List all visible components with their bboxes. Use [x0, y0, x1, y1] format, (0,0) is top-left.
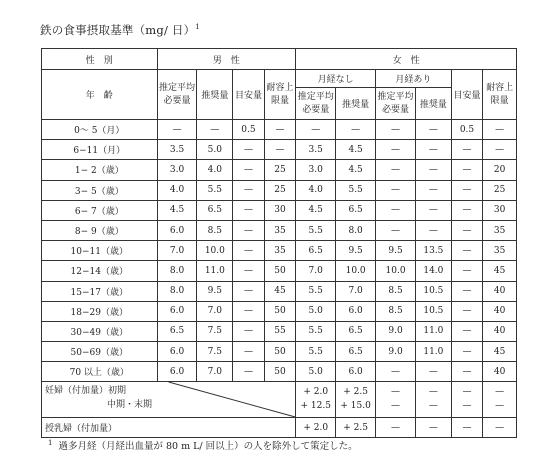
value-cell-m-ul: 50 — [264, 362, 296, 382]
header-female-m-rda: 推奨量 — [416, 88, 452, 120]
value-cell-fm-ear: 8.5 — [376, 301, 416, 321]
value-cell-f-ul: 40 — [483, 362, 517, 382]
value-cell-m-ear: 4.0 — [157, 180, 197, 200]
value-cell-fm-ear: 9.0 — [376, 342, 416, 362]
pregnant-label-cell — [42, 382, 296, 418]
value-cell-f-ear: 5.5 — [296, 342, 336, 362]
value-cell-f-ai: — — [451, 180, 483, 200]
value-cell-m-ul: 25 — [264, 160, 296, 180]
value-cell-m-rda: 7.5 — [197, 321, 233, 341]
table-row — [42, 160, 517, 180]
age-cell: 70 以上（歳） — [42, 362, 158, 382]
value-cell-fm-ear: — — [376, 180, 416, 200]
value-cell-f-ai: — — [451, 241, 483, 261]
value-cell-m-rda: 11.0 — [197, 261, 233, 281]
value-cell-m-ai: — — [233, 180, 265, 200]
table-title — [40, 22, 200, 38]
header-female-ear: 推定平均必要量 — [296, 88, 336, 120]
age-cell: 50−69（歳） — [42, 342, 158, 362]
value-cell-f-rda: 6.5 — [336, 200, 376, 220]
age-cell: 6− 7（歳） — [42, 200, 158, 220]
header-female-ai: 目安量 — [451, 70, 483, 120]
value-cell-f-ai: — — [451, 342, 483, 362]
value-cell-f-ear: 5.5 — [296, 220, 336, 240]
value-cell-f-ear: 5.0 — [296, 362, 336, 382]
value-cell-m-ear: 8.0 — [157, 261, 197, 281]
value-cell-f-ul: — — [483, 140, 517, 160]
value-cell-f-ear: 5.5 — [296, 281, 336, 301]
footnote — [48, 438, 358, 452]
pregnant-fm-rda: — — — [416, 382, 452, 418]
pregnant-label-line2: 中期・末期 — [107, 399, 153, 410]
lactating-label: 授乳婦（付加量） — [42, 418, 296, 438]
header-male-ul: 耐容上限量 — [264, 70, 296, 120]
value-cell-m-rda: 8.5 — [197, 220, 233, 240]
value-cell-fm-rda: 11.0 — [416, 321, 452, 341]
table-row — [42, 180, 517, 200]
table-row — [42, 321, 517, 341]
value-cell-f-ul: 35 — [483, 241, 517, 261]
value-cell-m-ai: — — [233, 241, 265, 261]
value-cell-f-ear: 4.0 — [296, 180, 336, 200]
value-cell-m-ul: — — [264, 120, 296, 140]
value-cell-fm-ear: — — [376, 160, 416, 180]
header-row-menstruation — [42, 70, 517, 88]
age-cell: 18−29（歳） — [42, 301, 158, 321]
value-cell-f-rda: 5.5 — [336, 180, 376, 200]
value-cell-fm-rda: 13.5 — [416, 241, 452, 261]
value-cell-m-rda: 5.5 — [197, 180, 233, 200]
value-cell-fm-ear: — — [376, 362, 416, 382]
value-cell-f-ul: 20 — [483, 160, 517, 180]
value-cell-f-ai: — — [451, 362, 483, 382]
iron-intake-table — [41, 48, 517, 438]
pregnant-f-ear: + 2.0 + 12.5 — [296, 382, 336, 418]
value-cell-f-rda: 6.0 — [336, 301, 376, 321]
header-male-ai: 目安量 — [233, 70, 265, 120]
value-cell-f-rda: 8.0 — [336, 220, 376, 240]
value-cell-fm-rda: 10.5 — [416, 301, 452, 321]
table-row — [42, 220, 517, 240]
value-cell-f-ear: 3.5 — [296, 140, 336, 160]
value-cell-m-rda: 10.0 — [197, 241, 233, 261]
value-cell-m-ear: 6.5 — [157, 321, 197, 341]
footnote-mark: 1 — [195, 23, 200, 32]
table-row-lactating — [42, 418, 517, 438]
value-cell-fm-ear: — — [376, 220, 416, 240]
value-cell-m-ul: 50 — [264, 261, 296, 281]
value-cell-m-ear: 6.0 — [157, 362, 197, 382]
value-cell-fm-ear: — — [376, 140, 416, 160]
value-cell-f-ul: 40 — [483, 321, 517, 341]
value-cell-f-ul: 25 — [483, 180, 517, 200]
value-cell-f-ai: — — [451, 281, 483, 301]
value-cell-m-ul: 25 — [264, 180, 296, 200]
value-cell-m-ai: — — [233, 362, 265, 382]
value-cell-m-rda: 7.5 — [197, 342, 233, 362]
value-cell-fm-ear: — — [376, 200, 416, 220]
value-cell-m-ear: 6.0 — [157, 301, 197, 321]
value-cell-f-ai: — — [451, 200, 483, 220]
value-cell-f-ul: 45 — [483, 261, 517, 281]
header-male-ear: 推定平均必要量 — [157, 70, 197, 120]
header-female-ul: 耐容上限量 — [483, 70, 517, 120]
value-cell-f-ear: 5.5 — [296, 321, 336, 341]
pregnant-label-line1: 妊婦（付加量）初期 — [45, 386, 127, 397]
pregnant-f-ai: — — — [451, 382, 483, 418]
value-cell-fm-ear: 9.0 — [376, 321, 416, 341]
value-cell-f-ear: 5.0 — [296, 301, 336, 321]
table-row-pregnant — [42, 382, 517, 418]
value-cell-m-rda: 6.5 — [197, 200, 233, 220]
value-cell-f-rda: — — [336, 120, 376, 140]
value-cell-fm-rda: — — [416, 160, 452, 180]
value-cell-m-ai: 0.5 — [233, 120, 265, 140]
table-row — [42, 200, 517, 220]
value-cell-fm-rda: — — [416, 362, 452, 382]
header-female-m-ear: 推定平均必要量 — [376, 88, 416, 120]
value-cell-fm-rda: — — [416, 200, 452, 220]
value-cell-fm-ear: — — [376, 120, 416, 140]
footnote-mark: 1 — [48, 438, 53, 447]
age-cell: 8− 9（歳） — [42, 220, 158, 240]
value-cell-f-rda: 6.5 — [336, 342, 376, 362]
header-sex: 性 別 — [42, 49, 158, 70]
value-cell-f-rda: 7.0 — [336, 281, 376, 301]
value-cell-f-ai: — — [451, 140, 483, 160]
value-cell-f-ul: 45 — [483, 342, 517, 362]
lactating-fm-ear: — — [376, 418, 416, 438]
value-cell-f-ai: — — [451, 220, 483, 240]
lactating-f-rda: + 2.5 — [336, 418, 376, 438]
pregnant-f-ul: — — — [483, 382, 517, 418]
value-cell-f-ear: 6.5 — [296, 241, 336, 261]
value-cell-f-rda: 4.5 — [336, 160, 376, 180]
value-cell-m-ul: 30 — [264, 200, 296, 220]
value-cell-f-ear: — — [296, 120, 336, 140]
table-title-text: 鉄の食事摂取基準（mg/ 日） — [40, 23, 196, 37]
value-cell-m-rda: 4.0 — [197, 160, 233, 180]
value-cell-m-rda: — — [197, 120, 233, 140]
value-cell-m-ear: 6.0 — [157, 342, 197, 362]
value-cell-m-ul: 35 — [264, 220, 296, 240]
header-no-menstruation: 月経なし — [296, 70, 376, 88]
value-cell-fm-rda: — — [416, 220, 452, 240]
value-cell-fm-ear: 9.5 — [376, 241, 416, 261]
value-cell-f-ul: 30 — [483, 200, 517, 220]
value-cell-m-ul: 55 — [264, 321, 296, 341]
age-cell: 6−11（月） — [42, 140, 158, 160]
value-cell-m-ai: — — [233, 281, 265, 301]
value-cell-m-ear: — — [157, 120, 197, 140]
header-with-menstruation: 月経あり — [376, 70, 452, 88]
table-row — [42, 261, 517, 281]
value-cell-f-ear: 7.0 — [296, 261, 336, 281]
value-cell-f-ai: — — [451, 261, 483, 281]
data-rows — [42, 120, 517, 382]
value-cell-fm-ear: 8.5 — [376, 281, 416, 301]
value-cell-m-ai: — — [233, 220, 265, 240]
value-cell-m-ul: 35 — [264, 241, 296, 261]
value-cell-m-rda: 7.0 — [197, 362, 233, 382]
value-cell-m-ear: 8.0 — [157, 281, 197, 301]
value-cell-f-ai: — — [451, 160, 483, 180]
age-cell: 0〜 5（月） — [42, 120, 158, 140]
header-row-sex — [42, 49, 517, 70]
value-cell-fm-rda: 14.0 — [416, 261, 452, 281]
value-cell-m-ai: — — [233, 160, 265, 180]
value-cell-f-ul: 35 — [483, 220, 517, 240]
pregnant-fm-ear: — — — [376, 382, 416, 418]
table-row — [42, 301, 517, 321]
header-male-rda: 推奨量 — [197, 70, 233, 120]
header-female-rda: 推奨量 — [336, 88, 376, 120]
value-cell-f-rda: 4.5 — [336, 140, 376, 160]
value-cell-m-ear: 3.5 — [157, 140, 197, 160]
age-cell: 1− 2（歳） — [42, 160, 158, 180]
value-cell-f-ai: 0.5 — [451, 120, 483, 140]
value-cell-f-ai: — — [451, 321, 483, 341]
pregnant-f-rda: + 2.5 + 15.0 — [336, 382, 376, 418]
value-cell-m-ai: — — [233, 321, 265, 341]
table-row — [42, 120, 517, 140]
age-cell: 3− 5（歳） — [42, 180, 158, 200]
value-cell-f-ul: 40 — [483, 281, 517, 301]
value-cell-m-ai: — — [233, 342, 265, 362]
value-cell-fm-ear: 10.0 — [376, 261, 416, 281]
age-cell: 10−11（歳） — [42, 241, 158, 261]
value-cell-f-rda: 10.0 — [336, 261, 376, 281]
value-cell-fm-rda: — — [416, 140, 452, 160]
value-cell-m-ul: 50 — [264, 301, 296, 321]
value-cell-m-ul: 50 — [264, 342, 296, 362]
age-cell: 12−14（歳） — [42, 261, 158, 281]
pregnant-label — [45, 385, 152, 412]
value-cell-fm-rda: 11.0 — [416, 342, 452, 362]
value-cell-f-rda: 9.5 — [336, 241, 376, 261]
lactating-f-ul: — — [483, 418, 517, 438]
lactating-f-ai: — — [451, 418, 483, 438]
age-cell: 15−17（歳） — [42, 281, 158, 301]
value-cell-m-ul: 45 — [264, 281, 296, 301]
table-row — [42, 241, 517, 261]
value-cell-f-ai: — — [451, 301, 483, 321]
value-cell-m-ear: 3.0 — [157, 160, 197, 180]
table-row — [42, 281, 517, 301]
value-cell-f-ul: — — [483, 120, 517, 140]
header-female: 女 性 — [296, 49, 517, 70]
value-cell-m-rda: 9.5 — [197, 281, 233, 301]
footnote-text: 過多月経（月経出血量が 80 m L/ 回以上）の人を除外して策定した。 — [58, 441, 358, 452]
lactating-f-ear: + 2.0 — [296, 418, 336, 438]
value-cell-f-rda: 6.0 — [336, 362, 376, 382]
lactating-fm-rda: — — [416, 418, 452, 438]
value-cell-m-ai: — — [233, 301, 265, 321]
value-cell-m-rda: 7.0 — [197, 301, 233, 321]
header-male: 男 性 — [157, 49, 296, 70]
value-cell-f-ul: 40 — [483, 301, 517, 321]
value-cell-fm-rda: — — [416, 120, 452, 140]
value-cell-f-rda: 6.5 — [336, 321, 376, 341]
value-cell-m-ai: — — [233, 140, 265, 160]
table-row — [42, 140, 517, 160]
table-row — [42, 362, 517, 382]
value-cell-m-rda: 5.0 — [197, 140, 233, 160]
value-cell-m-ear: 7.0 — [157, 241, 197, 261]
value-cell-fm-rda: — — [416, 180, 452, 200]
value-cell-f-ear: 3.0 — [296, 160, 336, 180]
value-cell-m-ai: — — [233, 261, 265, 281]
table-row — [42, 342, 517, 362]
value-cell-m-ai: — — [233, 200, 265, 220]
age-cell: 30−49（歳） — [42, 321, 158, 341]
value-cell-m-ul: — — [264, 140, 296, 160]
value-cell-f-ear: 4.5 — [296, 200, 336, 220]
value-cell-fm-rda: 10.5 — [416, 281, 452, 301]
value-cell-m-ear: 4.5 — [157, 200, 197, 220]
header-age: 年 齢 — [42, 70, 158, 120]
value-cell-m-ear: 6.0 — [157, 220, 197, 240]
